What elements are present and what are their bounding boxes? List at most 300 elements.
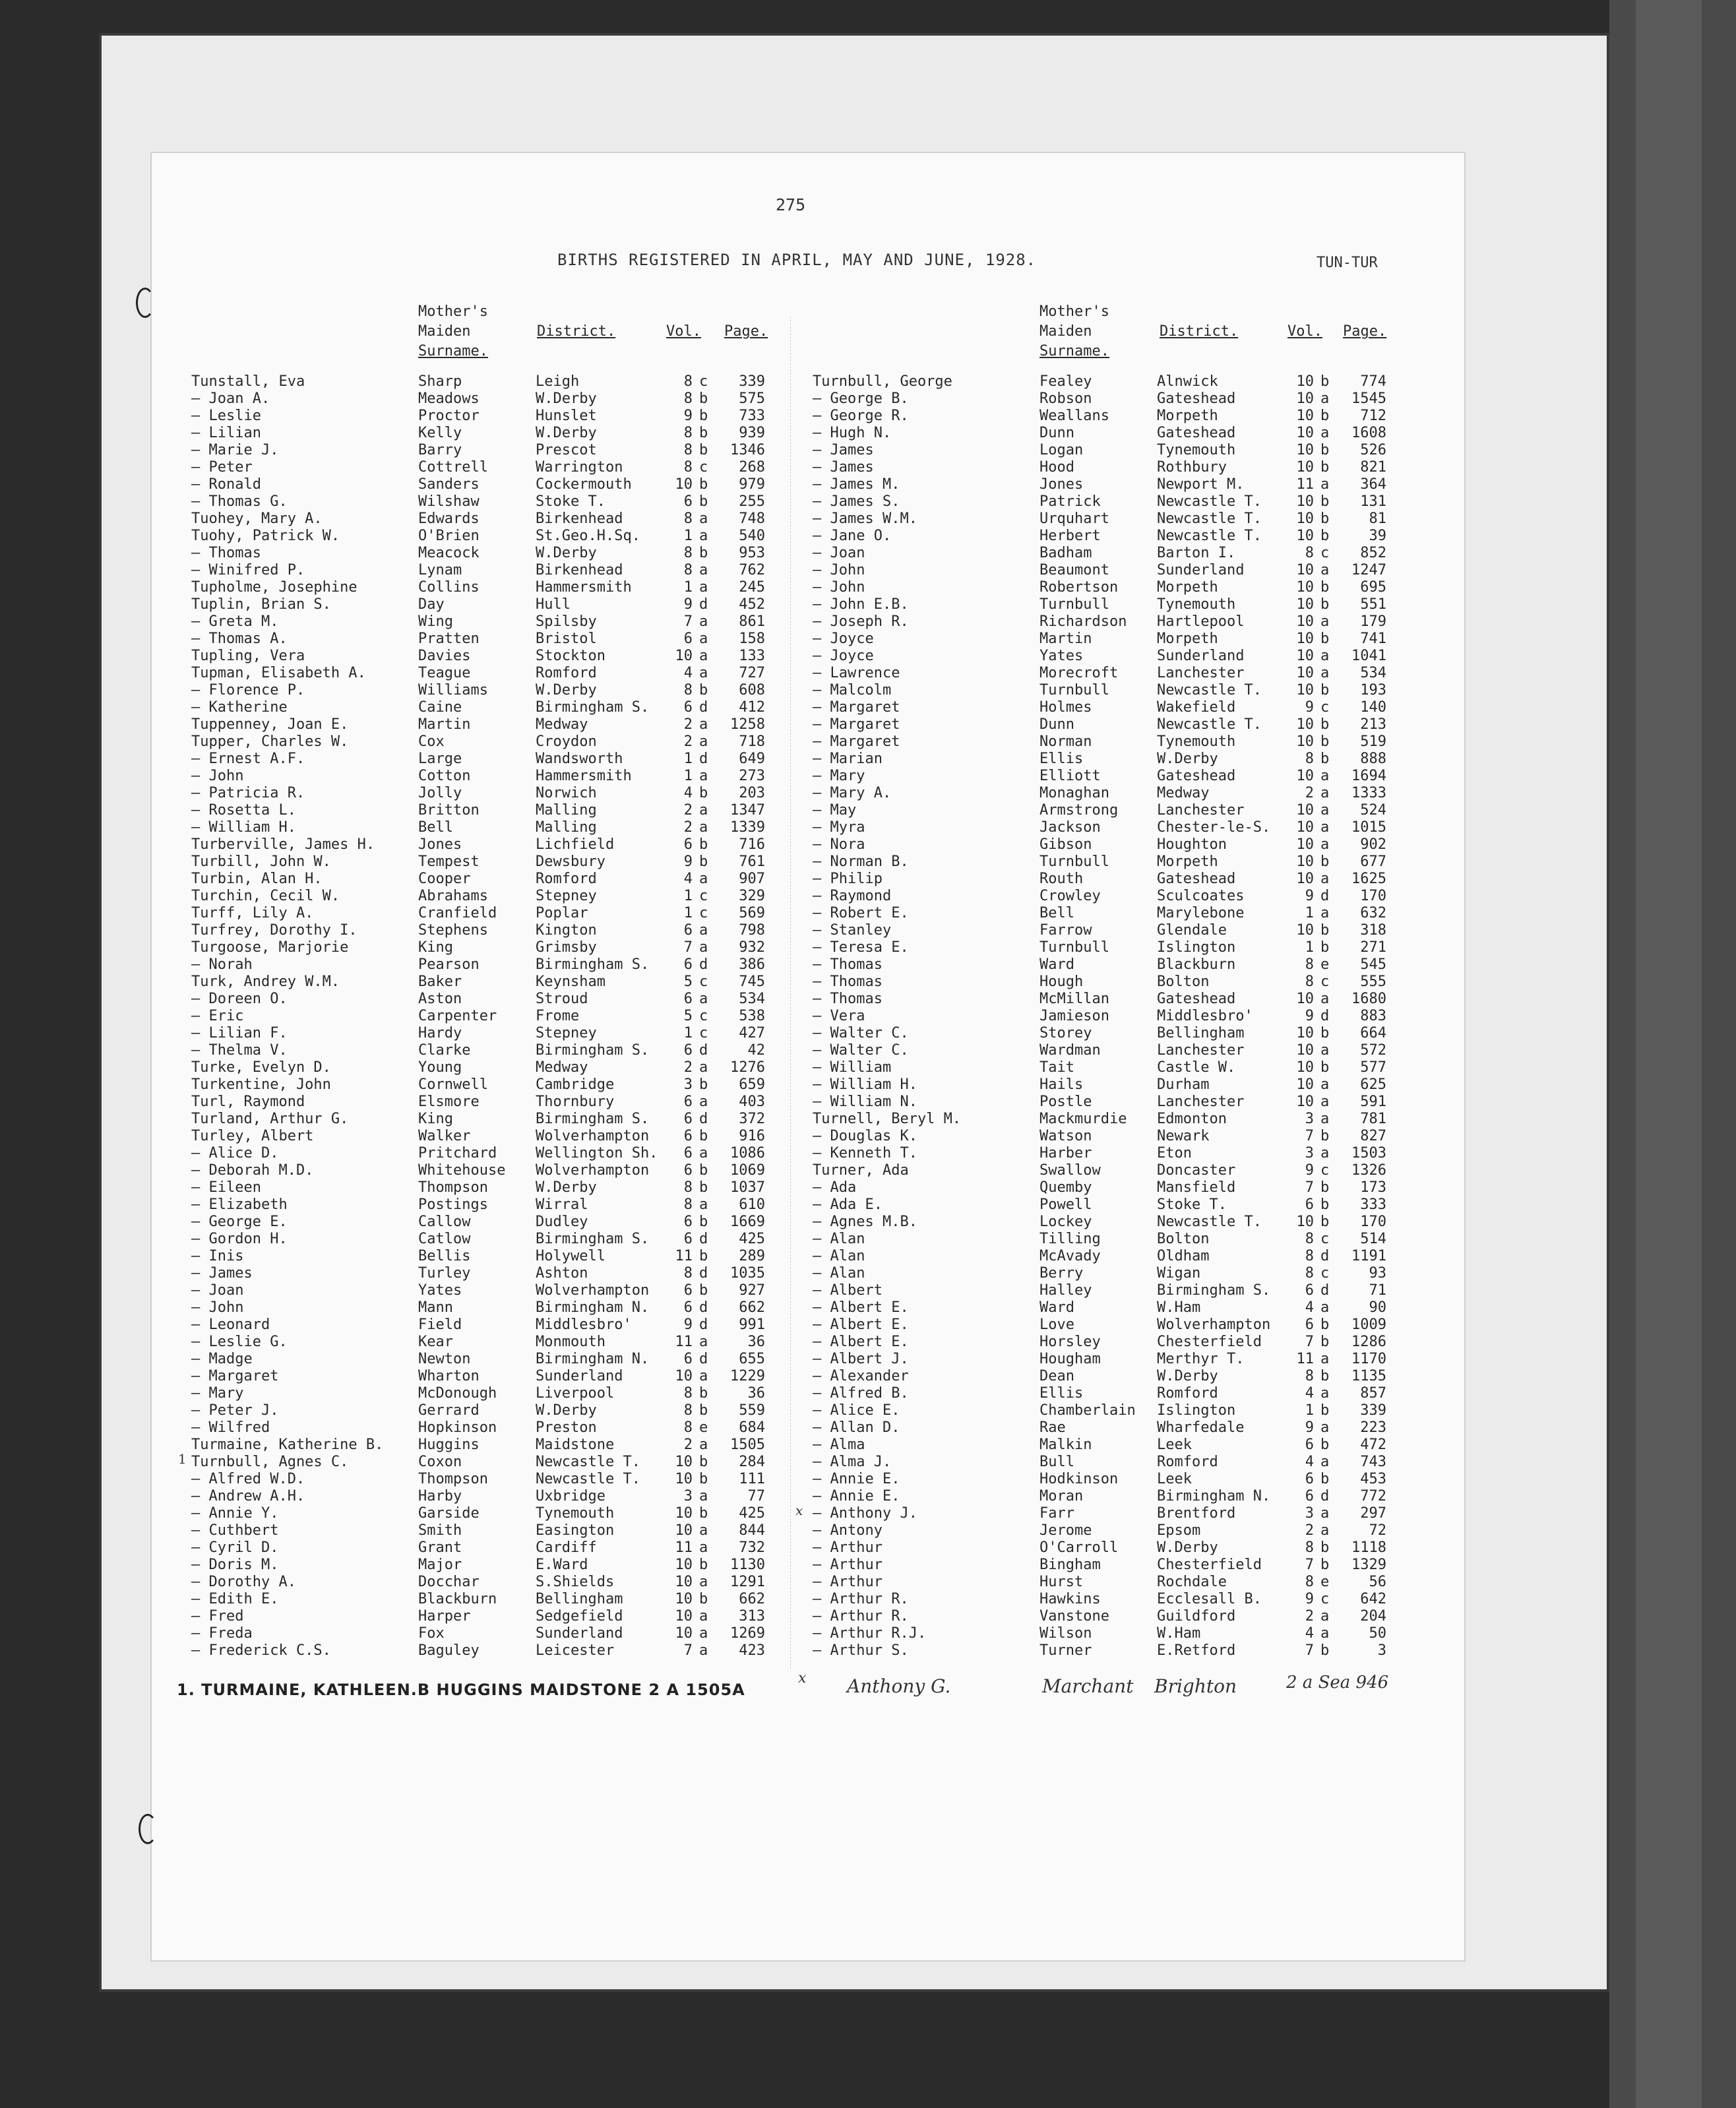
entry-volume-letter: b	[1320, 939, 1330, 956]
entry-name: — Margaret	[813, 699, 900, 716]
entry-volume-letter: c	[1320, 699, 1330, 716]
entry-volume: 8	[683, 562, 693, 578]
entry-maiden-surname: Logan	[1039, 442, 1084, 458]
right-header-maiden	[1039, 302, 1109, 361]
entry-page: 524	[1360, 802, 1386, 819]
entry-page: 1247	[1351, 562, 1386, 578]
entry-maiden-surname: Newton	[418, 1351, 471, 1367]
entry-volume: 6	[683, 1128, 693, 1144]
entry-name: — George B.	[813, 390, 909, 407]
entry-maiden-surname: Walker	[418, 1128, 471, 1144]
entry-name: Turnbull, George	[813, 373, 952, 390]
entry-district: Wakefield	[1157, 699, 1236, 716]
entry-name: — Albert E.	[813, 1317, 909, 1333]
entry-name: — Florence P.	[191, 682, 305, 698]
entry-page: 888	[1360, 751, 1386, 767]
entry-page: 772	[1360, 1488, 1386, 1504]
entry-district: Edmonton	[1157, 1111, 1227, 1127]
entry-volume-letter: b	[699, 785, 708, 801]
entry-name: Tuplin, Brian S.	[191, 596, 331, 613]
entry-volume: 11	[1296, 1351, 1314, 1367]
entry-volume-letter: a	[699, 768, 708, 784]
entry-name: — Patricia R.	[191, 785, 305, 801]
entry-district: W.Derby	[1157, 751, 1218, 767]
entry-page: 1286	[1351, 1334, 1386, 1350]
entry-volume-letter: d	[699, 699, 708, 716]
entry-volume: 6	[683, 922, 693, 939]
entry-maiden-surname: Large	[418, 751, 462, 767]
entry-page: 861	[739, 613, 765, 630]
entry-district: Dewsbury	[536, 853, 605, 870]
entry-maiden-surname: Ward	[1039, 1299, 1074, 1316]
entry-maiden-surname: Wilshaw	[418, 493, 480, 510]
entry-volume-letter: a	[699, 716, 708, 733]
entry-district: Lichfield	[536, 836, 615, 853]
entry-page: 732	[739, 1539, 765, 1556]
entry-page: 1347	[730, 802, 765, 819]
entry-volume-letter: a	[1320, 1522, 1330, 1539]
entry-district: Middlesbro'	[1157, 1008, 1253, 1024]
entry-district: Chesterfield	[1157, 1557, 1262, 1573]
entry-maiden-surname: Postings	[418, 1196, 488, 1213]
entry-name: — John	[813, 562, 865, 578]
entry-district: W.Derby	[536, 545, 597, 561]
entry-volume: 6	[1305, 1196, 1314, 1213]
entry-volume-letter: b	[1320, 1196, 1330, 1213]
entry-volume: 10	[675, 1522, 693, 1539]
entry-name: — Cuthbert	[191, 1522, 279, 1539]
entry-maiden-surname: Martin	[418, 716, 471, 733]
entry-volume: 10	[1296, 733, 1314, 750]
entry-page: 953	[739, 545, 765, 561]
entry-maiden-surname: Kelly	[418, 425, 462, 441]
entry-volume: 1	[1305, 1402, 1314, 1419]
entry-volume: 5	[683, 1008, 693, 1024]
entry-page: 1608	[1351, 425, 1386, 441]
entry-volume: 10	[1296, 579, 1314, 596]
entry-name: — William N.	[813, 1094, 917, 1110]
entry-page: 271	[1360, 939, 1386, 956]
handwritten-name: Anthony G.	[847, 1675, 951, 1697]
entry-name: — Madge	[191, 1351, 253, 1367]
entry-district: Birmingham S.	[536, 1231, 650, 1247]
scanner-frame	[1609, 0, 1736, 2108]
entry-volume-letter: a	[1320, 802, 1330, 819]
entry-volume-letter: d	[1320, 1282, 1330, 1299]
entry-maiden-surname: Powell	[1039, 1196, 1092, 1213]
entry-maiden-surname: Hopkinson	[418, 1419, 497, 1436]
entry-name: Tuohy, Patrick W.	[191, 528, 340, 544]
entry-maiden-surname: Young	[418, 1059, 462, 1076]
entry-volume: 1	[683, 768, 693, 784]
entry-district: Holywell	[536, 1248, 605, 1264]
entry-district: Birmingham N.	[536, 1351, 650, 1367]
entry-maiden-surname: Herbert	[1039, 528, 1101, 544]
entry-volume-letter: b	[699, 1385, 708, 1402]
handwritten-correction-left: 1. TURMAINE, KATHLEEN.B HUGGINS MAIDSTONE 2 A 1505A	[177, 1681, 745, 1699]
entry-volume: 10	[1296, 682, 1314, 698]
entry-volume-letter: b	[699, 493, 708, 510]
entry-volume: 6	[683, 699, 693, 716]
entry-district: Kington	[536, 922, 597, 939]
entry-maiden-surname: Stephens	[418, 922, 488, 939]
entry-volume-letter: d	[699, 1111, 708, 1127]
entry-volume: 8	[683, 545, 693, 561]
entry-page: 677	[1360, 853, 1386, 870]
entry-volume-letter: b	[1320, 1334, 1330, 1350]
entry-maiden-surname: Hougham	[1039, 1351, 1101, 1367]
entry-volume-letter: b	[1320, 1437, 1330, 1453]
entry-volume-letter: b	[1320, 493, 1330, 510]
entry-name: — Annie Y.	[191, 1505, 279, 1522]
entry-volume: 10	[1296, 665, 1314, 681]
entry-page: 625	[1360, 1076, 1386, 1093]
entry-page: 774	[1360, 373, 1386, 390]
entry-volume-letter: b	[699, 545, 708, 561]
entry-volume: 8	[683, 1196, 693, 1213]
entry-maiden-surname: Lockey	[1039, 1214, 1092, 1230]
entry-district: Wigan	[1157, 1265, 1201, 1282]
entry-name: — Freda	[191, 1625, 253, 1642]
entry-volume-letter: b	[1320, 1642, 1330, 1659]
entry-volume: 10	[1296, 836, 1314, 853]
entry-maiden-surname: Edwards	[418, 511, 480, 527]
entry-page: 610	[739, 1196, 765, 1213]
entry-page: 608	[739, 682, 765, 698]
entry-volume: 4	[683, 665, 693, 681]
entry-volume-letter: a	[1320, 1505, 1330, 1522]
entry-district: Norwich	[536, 785, 597, 801]
entry-volume-letter: d	[699, 596, 708, 613]
entry-district: Wandsworth	[536, 751, 623, 767]
entry-volume: 6	[683, 956, 693, 973]
entry-maiden-surname: Martin	[1039, 631, 1092, 647]
entry-maiden-surname: Hawkins	[1039, 1591, 1101, 1607]
entry-maiden-surname: Fealey	[1039, 373, 1092, 390]
entry-maiden-surname: Day	[418, 596, 445, 613]
entry-maiden-surname: Turley	[418, 1265, 471, 1282]
entry-page: 1329	[1351, 1557, 1386, 1573]
entry-name: — George E.	[191, 1214, 288, 1230]
entry-volume: 11	[675, 1334, 693, 1350]
left-header-maiden	[418, 302, 488, 361]
entry-page: 364	[1360, 476, 1386, 493]
entry-volume: 8	[683, 1179, 693, 1196]
entry-volume: 10	[1296, 853, 1314, 870]
entry-name: — Leonard	[191, 1317, 270, 1333]
entry-page: 844	[739, 1522, 765, 1539]
entry-volume-letter: d	[699, 751, 708, 767]
entry-volume: 9	[683, 596, 693, 613]
entry-name: — Arthur	[813, 1539, 883, 1556]
entry-volume: 10	[1296, 613, 1314, 630]
entry-page: 1339	[730, 819, 765, 836]
entry-name: — Mary A.	[813, 785, 892, 801]
entry-volume-letter: a	[699, 1642, 708, 1659]
entry-maiden-surname: Monaghan	[1039, 785, 1109, 801]
entry-volume: 7	[1305, 1128, 1314, 1144]
entry-volume-letter: a	[699, 579, 708, 596]
entry-maiden-surname: Crowley	[1039, 888, 1101, 904]
entry-page: 733	[739, 408, 765, 424]
entry-maiden-surname: Whitehouse	[418, 1162, 506, 1179]
entry-page: 664	[1360, 1025, 1386, 1041]
entry-page: 519	[1360, 733, 1386, 750]
entry-volume: 2	[1305, 1522, 1314, 1539]
entry-page: 1170	[1351, 1351, 1386, 1367]
entry-volume-letter: d	[699, 1317, 708, 1333]
entry-district: Stepney	[536, 1025, 597, 1041]
binder-hole-bottom	[139, 1814, 157, 1844]
entry-district: Lanchester	[1157, 1042, 1245, 1059]
entry-name: — Alma	[813, 1437, 865, 1453]
entry-volume-letter: a	[1320, 1419, 1330, 1436]
entry-maiden-surname: Wardman	[1039, 1042, 1101, 1059]
entry-maiden-surname: Jerome	[1039, 1522, 1092, 1539]
entry-district: Doncaster	[1157, 1162, 1236, 1179]
right-header-maiden-line1: Mother's	[1039, 303, 1109, 320]
entry-page: 1545	[1351, 390, 1386, 407]
entry-volume-letter: b	[699, 682, 708, 698]
entry-maiden-surname: Rae	[1039, 1419, 1066, 1436]
entry-district: Cockermouth	[536, 476, 632, 493]
entry-page: 39	[1369, 528, 1386, 544]
entry-page: 339	[739, 373, 765, 390]
entry-maiden-surname: Kear	[418, 1334, 453, 1350]
entry-district: Sunderland	[536, 1368, 623, 1384]
entry-maiden-surname: O'Brien	[418, 528, 480, 544]
entry-name: — William H.	[191, 819, 296, 836]
entry-district: Stepney	[536, 888, 597, 904]
entry-page: 534	[739, 991, 765, 1007]
entry-name: Turfrey, Dorothy I.	[191, 922, 357, 939]
entry-district: Leicester	[536, 1642, 615, 1659]
binder-hole-top	[136, 288, 154, 318]
entry-volume: 8	[1305, 1539, 1314, 1556]
entry-volume: 10	[1296, 562, 1314, 578]
right-header-vol: Vol.	[1287, 323, 1322, 340]
entry-name: — Alan	[813, 1248, 865, 1264]
entry-volume: 8	[1305, 545, 1314, 561]
entry-volume-letter: b	[1320, 1557, 1330, 1573]
entry-volume: 6	[683, 1351, 693, 1367]
entry-volume-letter: a	[1320, 476, 1330, 493]
entry-district: Keynsham	[536, 974, 605, 990]
entry-volume: 10	[675, 476, 693, 493]
entry-name: — Greta M.	[191, 613, 279, 630]
index-range: TUN-TUR	[1317, 255, 1378, 271]
entry-volume-letter: d	[1320, 1488, 1330, 1504]
entry-name: — Albert	[813, 1282, 883, 1299]
entry-volume-letter: a	[699, 1488, 708, 1504]
entry-maiden-surname: Badham	[1039, 545, 1092, 561]
entry-maiden-surname: Postle	[1039, 1094, 1092, 1110]
entry-page: 545	[1360, 956, 1386, 973]
entry-name: — Arthur R.	[813, 1591, 909, 1607]
entry-page: 131	[1360, 493, 1386, 510]
entry-district: Durham	[1157, 1076, 1210, 1093]
margin-tick: 1	[178, 1451, 187, 1467]
entry-volume-letter: b	[699, 1471, 708, 1487]
entry-maiden-surname: Meadows	[418, 390, 480, 407]
entry-name: Turff, Lily A.	[191, 905, 314, 921]
entry-district: Merthyr T.	[1157, 1351, 1245, 1367]
entry-volume-letter: b	[699, 1179, 708, 1196]
entry-page: 1680	[1351, 991, 1386, 1007]
entry-volume-letter: b	[699, 1505, 708, 1522]
entry-maiden-surname: Farr	[1039, 1505, 1074, 1522]
entry-page: 551	[1360, 596, 1386, 613]
entry-name: — Ernest A.F.	[191, 751, 305, 767]
entry-page: 743	[1360, 1454, 1386, 1470]
entry-page: 1694	[1351, 768, 1386, 784]
entry-name: — Leslie G.	[191, 1334, 288, 1350]
entry-page: 827	[1360, 1128, 1386, 1144]
entry-district: Morpeth	[1157, 631, 1218, 647]
entry-page: 659	[739, 1076, 765, 1093]
handwritten-x-mark: x	[798, 1670, 807, 1687]
entry-district: Chester-le-S.	[1157, 819, 1271, 836]
entry-name: — Inis	[191, 1248, 244, 1264]
entry-volume: 7	[683, 1642, 693, 1659]
entry-maiden-surname: Cooper	[418, 871, 471, 887]
entry-volume-letter: a	[1320, 836, 1330, 853]
entry-name: — May	[813, 802, 857, 819]
entry-volume: 10	[675, 1505, 693, 1522]
entry-district: Hammersmith	[536, 579, 632, 596]
entry-volume-letter: b	[699, 836, 708, 853]
entry-page: 81	[1369, 511, 1386, 527]
entry-volume: 9	[1305, 888, 1314, 904]
entry-volume: 6	[683, 1282, 693, 1299]
entry-maiden-surname: Sharp	[418, 373, 462, 390]
entry-page: 72	[1369, 1522, 1386, 1539]
entry-volume-letter: a	[1320, 871, 1330, 887]
entry-maiden-surname: Watson	[1039, 1128, 1092, 1144]
entry-page: 423	[739, 1642, 765, 1659]
entry-district: W.Derby	[536, 425, 597, 441]
entry-name: — Arthur	[813, 1557, 883, 1573]
entry-district: Marylebone	[1157, 905, 1245, 921]
entry-district: Newcastle T.	[536, 1471, 640, 1487]
entry-volume: 2	[1305, 785, 1314, 801]
entry-name: — John E.B.	[813, 596, 909, 613]
entry-volume-letter: a	[1320, 1385, 1330, 1402]
entry-volume-letter: a	[1320, 905, 1330, 921]
entry-volume: 10	[1296, 390, 1314, 407]
entry-volume-letter: b	[699, 1214, 708, 1230]
entry-maiden-surname: Collins	[418, 579, 480, 596]
entry-district: Bellingham	[1157, 1025, 1245, 1041]
entry-maiden-surname: Wilson	[1039, 1625, 1092, 1642]
entry-volume-letter: b	[1320, 408, 1330, 424]
entry-page: 575	[739, 390, 765, 407]
entry-page: 649	[739, 751, 765, 767]
entry-name: — William H.	[813, 1076, 917, 1093]
entry-maiden-surname: Carpenter	[418, 1008, 497, 1024]
entry-name: — James	[191, 1265, 253, 1282]
entry-name: — Walter C.	[813, 1025, 909, 1041]
entry-district: E.Ward	[536, 1557, 588, 1573]
entry-page: 372	[739, 1111, 765, 1127]
entry-name: Turke, Evelyn D.	[191, 1059, 331, 1076]
entry-volume: 6	[683, 1214, 693, 1230]
entry-maiden-surname: Fox	[418, 1625, 445, 1642]
entry-volume-letter: a	[1320, 1094, 1330, 1110]
entry-maiden-surname: Harber	[1039, 1145, 1092, 1162]
entry-name: — Lawrence	[813, 665, 900, 681]
entry-name: Turmaine, Katherine B.	[191, 1437, 384, 1453]
entry-volume-letter: c	[1320, 1162, 1330, 1179]
entry-district: Birmingham N.	[1157, 1488, 1271, 1504]
entry-district: Tynemouth	[1157, 442, 1236, 458]
entry-name: — Vera	[813, 1008, 865, 1024]
entry-maiden-surname: Dunn	[1039, 425, 1074, 441]
entry-district: Lanchester	[1157, 665, 1245, 681]
entry-volume-letter: a	[1320, 991, 1330, 1007]
entry-volume-letter: a	[1320, 785, 1330, 801]
entry-maiden-surname: Garside	[418, 1505, 480, 1522]
entry-volume: 6	[683, 1231, 693, 1247]
entry-volume: 11	[675, 1539, 693, 1556]
entry-page: 979	[739, 476, 765, 493]
entry-volume: 6	[1305, 1437, 1314, 1453]
handwritten-reference: 2 a Sea 946	[1286, 1673, 1389, 1692]
entry-volume-letter: b	[1320, 1539, 1330, 1556]
entry-volume: 9	[683, 1317, 693, 1333]
entry-volume-letter: c	[699, 888, 708, 904]
entry-maiden-surname: Routh	[1039, 871, 1084, 887]
entry-name: — Albert J.	[813, 1351, 909, 1367]
entry-page: 1118	[1351, 1539, 1386, 1556]
entry-volume-letter: b	[1320, 596, 1330, 613]
entry-volume-letter: a	[699, 528, 708, 544]
entry-name: — Rosetta L.	[191, 802, 296, 819]
entry-volume-letter: b	[699, 1402, 708, 1419]
entry-maiden-surname: Richardson	[1039, 613, 1127, 630]
entry-volume: 1	[683, 1025, 693, 1041]
entry-volume-letter: a	[699, 1059, 708, 1076]
entry-volume: 8	[683, 1419, 693, 1436]
entry-page: 632	[1360, 905, 1386, 921]
entry-maiden-surname: O'Carroll	[1039, 1539, 1119, 1556]
entry-page: 412	[739, 699, 765, 716]
entry-volume-letter: a	[699, 939, 708, 956]
entry-maiden-surname: Swallow	[1039, 1162, 1101, 1179]
entry-maiden-surname: Sanders	[418, 476, 480, 493]
entry-name: Turland, Arthur G.	[191, 1111, 349, 1127]
entry-name: Turchin, Cecil W.	[191, 888, 340, 904]
entry-volume-letter: b	[1320, 1402, 1330, 1419]
entry-volume: 10	[1296, 596, 1314, 613]
entry-volume-letter: a	[699, 1539, 708, 1556]
entry-name: — Alan	[813, 1265, 865, 1282]
entry-name: — Andrew A.H.	[191, 1488, 305, 1504]
entry-volume-letter: a	[699, 871, 708, 887]
entry-volume-letter: d	[699, 956, 708, 973]
entry-district: Stoke T.	[1157, 1196, 1227, 1213]
entry-district: Blackburn	[1157, 956, 1236, 973]
entry-district: Malling	[536, 819, 597, 836]
entry-name: Turnell, Beryl M.	[813, 1111, 962, 1127]
entry-volume: 8	[683, 442, 693, 458]
entry-district: W.Derby	[1157, 1368, 1218, 1384]
entry-page: 170	[1360, 888, 1386, 904]
entry-volume: 10	[1296, 1094, 1314, 1110]
entry-volume: 8	[1305, 1265, 1314, 1282]
entry-maiden-surname: Barry	[418, 442, 462, 458]
entry-page: 1503	[1351, 1145, 1386, 1162]
